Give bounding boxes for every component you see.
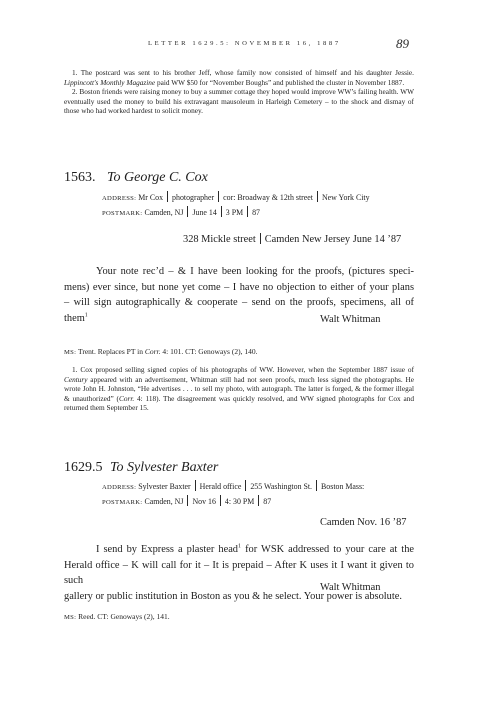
letter-footnotes	[64, 365, 414, 413]
dateline: 328 Mickle street Camden New Jersey June 14 ’87	[183, 234, 402, 245]
footnote-marker: 1	[238, 543, 242, 550]
letter-recipient: To Sylvester Baxter	[110, 460, 219, 475]
source-note: MS: Reed. CT: Genoways (2), 141.	[64, 612, 170, 621]
source-note: MS: Trent. Replaces PT in Corr. 4: 101. CT: Genoways (2), 140.	[64, 347, 258, 356]
footnote-2: 2. Boston friends were raising money to buy a summer cottage they hoped would improve WW’s failing health. WW eventually used the money to build his extravagant mausoleum in Harleigh Cemetery – to the shock and dismay of those who had worked hardest to solicit money.	[64, 87, 414, 116]
footnote-1: 1. The postcard was sent to his brother Jeff, whose family now consisted of himself and his daughter Jessie. Lippincott's Monthly Magazine paid WW $50 for “November Boughs” and published the cluster in November 1887.	[64, 68, 414, 87]
postmark-line: POSTMARK: Camden, NJ Nov 16 4: 30 PM 87	[102, 497, 272, 506]
page-number: 89	[396, 36, 409, 51]
letter-1629-heading	[64, 460, 218, 476]
running-head: LETTER 1629.5: NOVEMBER 16, 1887	[148, 40, 341, 47]
letter-number: 1563.	[64, 170, 96, 185]
letter-1563-heading	[64, 170, 208, 186]
footnote-1: 1. Cox proposed selling signed copies of his photographs of WW. However, when the September 1887 issue of Century appeared with an advertisement, Whitman still had not seen proofs, much less signed the photographs. He wrote John H. Johnston, “He advertises . . . to sell my photo, with autograph. The latter is forged, & the former illegal & unauthorized” (Corr. 4: 118). The disagreement was quickly resolved, and WW signed photographs for Cox and returned them September 15.	[64, 365, 414, 413]
letter-body: I send by Express a plaster head$^1$ for WSK addressed to your care at the Herald office – K will call for it – It is prepaid – After K uses it I want it given to such gallery or public institution in Boston as you & he select. Your power is absolute.	[64, 543, 414, 602]
address-line: ADDRESS: Sylvester Baxter Herald office 255 Washington St. Boston Mass:	[102, 482, 365, 491]
footnote-marker: 1	[84, 312, 88, 319]
letter-body: Your note rec’d – & I have been looking for the proofs, (pictures speci- mens) ever since, but none yet come – I have no objection to either of your plans – will sign autographically & cooperate – send on the proofs, specimens, all of them$^1$	[64, 266, 414, 324]
signature: Walt Whitman	[320, 582, 381, 593]
letter-recipient: To George C. Cox	[107, 170, 208, 185]
address-line: ADDRESS: Mr Cox photographer cor: Broadway & 12th street New York City	[102, 193, 370, 202]
signature: Walt Whitman	[320, 314, 381, 325]
dateline: Camden Nov. 16 ’87	[320, 517, 407, 528]
top-footnotes	[64, 68, 414, 116]
letter-number: 1629.5	[64, 460, 103, 475]
postmark-line: POSTMARK: Camden, NJ June 14 3 PM 87	[102, 208, 260, 217]
